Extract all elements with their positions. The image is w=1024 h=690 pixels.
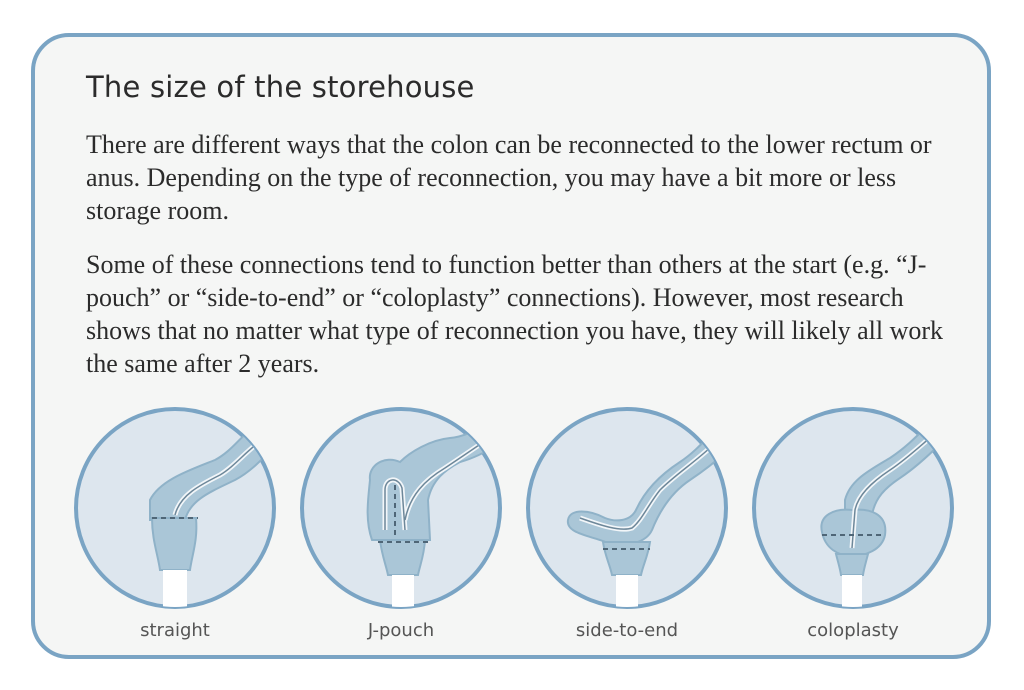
rectum-shape [152,518,196,570]
anus-shape [842,575,862,615]
diagram-coloplasty [754,409,952,615]
rectum-shape [603,542,650,575]
page-title: The size of the storehouse [86,70,475,104]
diagram-label-side-to-end: side-to-end [575,620,679,641]
intro-paragraph: There are different ways that the colon can be reconnected to the lower rectum or anus. Depending on the type of reconnection, you may have a bit more or less storage room. [86,130,932,225]
diagram-label-straight: straight [140,620,210,641]
research-paragraph: Some of these connections tend to function better than others at the start (e.g. “J-pouch” or “side-to-end” or “coloplasty” connections). However, most research shows that no matter what type of reconnection you have, they will likely all work the same after 2 years. [86,250,944,378]
diagram-side-to-end [528,409,730,615]
rectum-shape [380,540,425,575]
rectum-shape [836,554,868,575]
diagram-label-coloplasty: coloplasty [807,620,899,641]
anus-shape [392,575,414,615]
diagram-j-pouch [302,409,505,615]
diagram-label-j-pouch: J-pouch [367,620,435,641]
diagram-straight [76,409,275,615]
